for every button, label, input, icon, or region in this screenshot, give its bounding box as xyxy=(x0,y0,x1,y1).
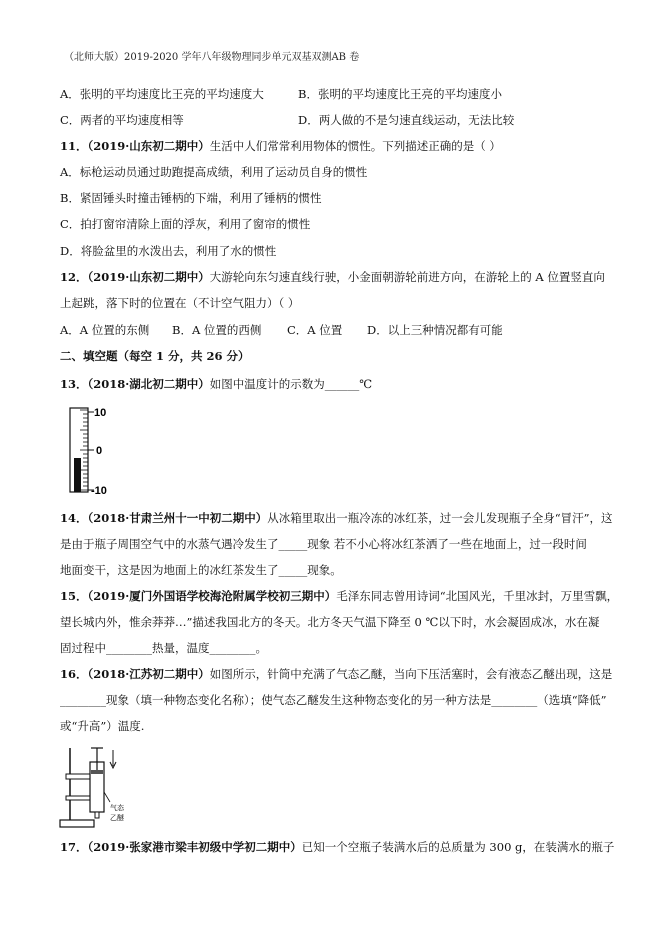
tick-label-0: 0 xyxy=(96,445,103,457)
q12-source: （2019·山东初二期中） xyxy=(87,270,210,284)
tick-label-minus-10: -10 xyxy=(91,485,107,496)
question-17 xyxy=(60,839,614,855)
question-15 xyxy=(60,588,618,604)
page-header: （北师大版）2019-2020 学年八年级物理同步单元双基双测AB 卷 xyxy=(64,52,360,63)
thermometer-figure xyxy=(62,404,122,496)
q15-number: 15． xyxy=(60,589,88,603)
stand-base xyxy=(60,820,94,827)
question-16 xyxy=(60,666,612,682)
q15-line1: 毛泽东同志曾用诗词“北国风光，千里冰封，万里雪飘， xyxy=(336,589,619,603)
question-14 xyxy=(60,510,613,526)
q12-stem-line2: 上起跳，落下时的位置在（不计空气阻力）（ ） xyxy=(60,296,300,310)
q12-option-d: D．以上三种情况都有可能 xyxy=(367,323,503,337)
figure-label-gaseous: 气态 xyxy=(110,804,124,812)
q15-line3: 固过程中________热量，温度________。 xyxy=(60,641,267,655)
q17-number: 17． xyxy=(60,840,88,854)
plunger-head xyxy=(91,770,103,774)
syringe-stand-figure xyxy=(58,744,140,830)
q12-option-a: A．A 位置的东侧 xyxy=(60,323,150,337)
q12-stem-line1: 大游轮向东匀速直线行驶，小金面朝游轮前进方向，在游轮上的 A 位置竖直向 xyxy=(209,270,605,284)
q15-source: （2019·厦门外国语学校海沧附属学校初三期中） xyxy=(87,589,337,603)
q11-option-d: D．将脸盆里的水泼出去，利用了水的惯性 xyxy=(60,244,277,258)
q11-stem: 生活中人们常常利用物体的惯性。下列描述正确的是（ ） xyxy=(209,139,501,153)
q12-option-c: C．A 位置 xyxy=(287,323,343,337)
q16-line1: 如图所示，针筒中充满了气态乙醚，当向下压活塞时，会有液态乙醚出现，这是 xyxy=(209,667,613,681)
q13-number: 13． xyxy=(60,377,88,391)
q11-number: 11． xyxy=(60,139,88,153)
q16-line3: 或“升高”）温度. xyxy=(60,719,145,733)
section-heading-fill-in: 二、填空题（每空 1 分，共 26 分） xyxy=(60,349,250,363)
q17-source: （2019·张家港市梁丰初级中学初二期中） xyxy=(87,840,302,854)
question-13 xyxy=(60,376,372,392)
tick-label-10: 10 xyxy=(94,407,107,419)
q11-option-a: A．标枪运动员通过助跑提高成绩，利用了运动员自身的惯性 xyxy=(60,165,368,179)
q11-source: （2019·山东初二期中） xyxy=(87,139,210,153)
q12-number: 12． xyxy=(60,270,88,284)
q16-source: （2018·江苏初二期中） xyxy=(87,667,210,681)
q14-line3: 地面变干，这是因为地面上的冰红茶发生了_____现象。 xyxy=(60,563,342,577)
q11-option-c: C．拍打窗帘清除上面的浮灰，利用了窗帘的惯性 xyxy=(60,217,311,231)
q13-source: （2018·湖北初二期中） xyxy=(87,377,210,391)
q14-line1: 从冰箱里取出一瓶冷冻的冰红茶，过一会儿发现瓶子全身“冒汗”，这 xyxy=(267,511,613,525)
q14-source: （2018·甘肃兰州十一中初二期中） xyxy=(87,511,268,525)
q11-option-b: B．紧固锤头时撞击锤柄的下端，利用了锤柄的惯性 xyxy=(60,191,322,205)
q12-option-b: B．A 位置的西侧 xyxy=(172,323,262,337)
figure-label-ether: 乙醚 xyxy=(110,814,124,822)
q10-option-c: C．两者的平均速度相等 xyxy=(60,113,184,127)
mercury-column xyxy=(74,458,81,492)
q16-line2: ________现象（填一种物态变化名称）；使气态乙醚发生这种物态变化的另一种方法是________（选填“降低” xyxy=(60,693,607,707)
question-12 xyxy=(60,269,605,285)
q14-line2: 是由于瓶子周围空气中的水蒸气遇冷发生了_____现象 若不小心将冰红茶洒了一些在地面上，过一段时间 xyxy=(60,537,587,551)
q13-stem: 如图中温度计的示数为______℃ xyxy=(209,377,373,391)
q10-option-a: A．张明的平均速度比王亮的平均速度大 xyxy=(60,87,264,101)
q10-option-b: B．张明的平均速度比王亮的平均速度小 xyxy=(298,87,502,101)
question-11 xyxy=(60,138,501,154)
q15-line2: 望长城内外，惟余莽莽…”描述我国北方的冬天。北方冬天气温下降至 0 ℃以下时，水会凝固成冰，水在凝 xyxy=(60,615,600,629)
q17-stem: 已知一个空瓶子装满水后的总质量为 300 g，在装满水的瓶子 xyxy=(301,840,615,854)
q10-option-d: D．两人做的不是匀速直线运动，无法比较 xyxy=(298,113,515,127)
q14-number: 14． xyxy=(60,511,88,525)
q16-number: 16． xyxy=(60,667,88,681)
